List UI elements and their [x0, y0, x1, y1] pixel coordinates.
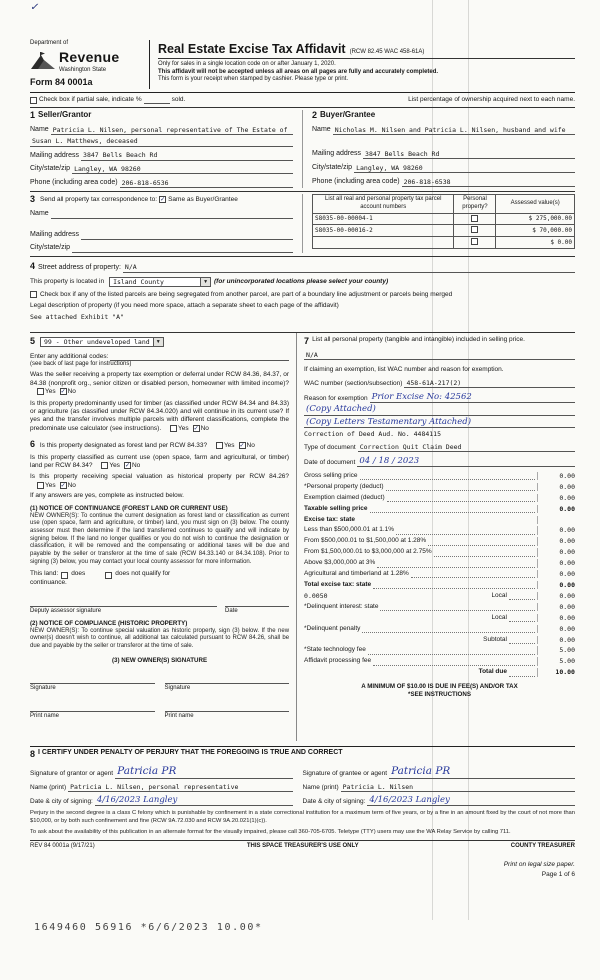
tax-amount[interactable]: 0.00: [537, 526, 575, 534]
tax-row: [304, 559, 575, 567]
personal-property-checkbox[interactable]: [471, 215, 478, 222]
corr-name-input[interactable]: [51, 211, 293, 219]
segregated-label: Check box if any of the listed parcels are being segregated from another parcel, are part of a boundary line adjustment or parcels being merged: [40, 290, 453, 298]
seller-title: Seller/Grantor: [38, 110, 92, 120]
doc-date-input[interactable]: 04 / 18 / 2023: [357, 457, 575, 467]
tax-amount[interactable]: 0.00: [537, 472, 575, 480]
tax-amount[interactable]: 0.00: [537, 625, 575, 633]
parcel-number-input[interactable]: [313, 237, 454, 249]
additional-codes-note: (see back of last page for instructions): [30, 360, 132, 367]
tax-row-label: Local: [491, 591, 507, 599]
signature-label: Signature: [164, 685, 191, 692]
corr-name-label: Name: [30, 210, 49, 218]
deputy-date-block: [225, 598, 289, 616]
paper-size-note: Print on legal size paper.: [503, 861, 575, 869]
assessed-value-input[interactable]: $ 70,000.00: [496, 225, 575, 237]
question-text: Is this property predominantly used for timber (as classified under RCW 84.34 and 84.33) or agriculture (as classified under RCW 84.34.020) and will continue in its current use? If yes and the transfer involves multiple parcels with different classifications, complete the predominate use calculator (see instructions).: [30, 399, 290, 432]
located-in-label: This property is located in: [30, 277, 105, 285]
tax-amount[interactable]: 0.00: [537, 570, 575, 578]
county-select[interactable]: [109, 277, 211, 287]
treasurer-space-label: THIS SPACE TREASURER'S USE ONLY: [246, 843, 359, 850]
tax-row: [304, 657, 575, 665]
page-indicator: Page 1 of 6: [541, 870, 575, 878]
seller-name-input-line2[interactable]: Susan L. Matthews, deceased: [30, 137, 293, 146]
tax-amount[interactable]: 10.00: [537, 668, 575, 676]
tax-row-label: *State technology fee: [304, 646, 366, 654]
exemption-note: If claiming an exemption, list WAC number and reason for exemption.: [304, 366, 504, 374]
historic-question: [30, 473, 289, 490]
section-number: 2: [312, 110, 318, 121]
notice1-body: NEW OWNER(S): To continue the current designation as forest land or classification as current use (open space, farm and agriculture, or timber) land, you must sign on (3) below. The county assessor must then determine if the land transferred continues to qualify and will indicate by signing below. If the land no longer qualifies or you do not wish to continue the designation or classification, it will be removed and the compensating or additional taxes will be due and payable by the seller or transferor at the time of sale (RCW 84.33.140 or 84.34.108). Prior to signing (3) below, you may contact your local county assessor for more information.: [30, 512, 290, 565]
dropdown-icon: ▼: [153, 338, 163, 346]
owner-printname-line[interactable]: [165, 703, 290, 712]
tax-row-label: Less than $500,000.01 at 1.1%: [304, 526, 395, 534]
tax-row: [304, 472, 575, 480]
form-number: Form 84 0001a: [30, 77, 93, 88]
yes-label: Yes: [223, 442, 235, 450]
tax-row: [304, 505, 575, 513]
seller-city-input[interactable]: Langley, WA 98260: [72, 165, 293, 174]
parcel-table-wrap: [303, 194, 575, 253]
correction-reference: Correction of Deed Aud. No. 4484115: [304, 429, 442, 438]
does-label: does: [71, 570, 86, 578]
if-yes-note: If any answers are yes, complete as instructed below.: [30, 492, 184, 500]
buyer-name-label: Name: [312, 126, 331, 134]
question-text: Is this property classified as current use (open space, farm and agricultural, or timber) land per RCW 84.34?: [30, 453, 290, 470]
owner-printname-line[interactable]: [30, 703, 155, 712]
deputy-signature-block: [30, 598, 217, 616]
tax-amount[interactable]: 0.00: [537, 559, 575, 567]
form-title: Real Estate Excise Tax Affidavit: [158, 42, 346, 56]
no-checkbox[interactable]: ✓: [60, 389, 66, 396]
tax-amount[interactable]: 0.00: [537, 614, 575, 622]
wac-label: WAC number (section/subsection): [304, 380, 403, 388]
grantee-date-label: Date & city of signing:: [302, 797, 366, 805]
signature-label: Signature: [30, 685, 56, 692]
section-number: 8: [30, 749, 36, 760]
grantee-signature[interactable]: Patricia PR: [389, 766, 575, 779]
no-label: No: [67, 482, 76, 489]
tax-amount[interactable]: 0.00: [537, 636, 575, 644]
seller-address-input[interactable]: 3847 Bells Beach Rd: [81, 151, 293, 160]
tax-row: [304, 668, 575, 676]
yes-label: Yes: [45, 482, 56, 489]
partial-sale-label: Check box if partial sale, indicate %: [39, 95, 142, 103]
reason-input-line2[interactable]: (Copy Attached): [304, 405, 575, 415]
buyer-section: [303, 110, 575, 188]
yes-checkbox[interactable]: [37, 388, 44, 395]
tax-row-label: *Delinquent interest: state: [304, 602, 379, 610]
tax-row: [304, 636, 575, 644]
personal-property-label: List all personal property (tangible and intangible) included in selling price.: [312, 336, 525, 344]
personal-property-checkbox[interactable]: [471, 226, 478, 233]
pen-mark: ✓: [30, 2, 39, 13]
tax-amount[interactable]: 0.00: [537, 483, 575, 491]
tax-row-label: From $1,500,000.01 to $3,000,000 at 2.75%: [304, 548, 432, 556]
seller-address-label: Mailing address: [30, 151, 80, 159]
buyer-phone-label: Phone (including area code): [312, 177, 400, 185]
ownership-note: List percentage of ownership acquired next to each name.: [408, 95, 575, 103]
wac-input[interactable]: 458-61A-217(2): [404, 379, 575, 388]
owner-printname-block: [30, 703, 155, 721]
same-as-buyer-checkbox[interactable]: ✓: [160, 197, 166, 204]
grantee-signature-label: Signature of grantee or agent: [302, 770, 388, 778]
section-number: 3: [30, 194, 36, 205]
question-text: Is this property designated as forest land per RCW 84.33?: [39, 442, 208, 450]
assessed-value-input[interactable]: $ 0.00: [496, 237, 575, 249]
parties-section: [30, 107, 575, 188]
segregated-checkbox[interactable]: [30, 291, 37, 298]
tax-row-label: Affidavit processing fee: [304, 657, 372, 665]
tax-row: [304, 625, 575, 633]
tax-amount[interactable]: 5.00: [537, 646, 575, 654]
brand-name: Revenue: [59, 48, 120, 65]
owner-signature-line[interactable]: [30, 675, 155, 684]
parcel-col-personal: Personal property?: [454, 195, 496, 213]
seller-name-label: Name: [30, 126, 49, 134]
seller-city-label: City/state/zip: [30, 165, 71, 173]
header-note-3: This form is your receipt when stamped by cashier. Please type or print.: [158, 76, 349, 83]
cashier-receipt-stamp: 1649460 56916 *6/6/2023 10.00*: [34, 922, 263, 933]
unincorporated-note: (for unincorporated locations please select your county): [214, 277, 389, 285]
no-checkbox[interactable]: ✓: [239, 442, 245, 449]
assessed-value-input[interactable]: $ 275,000.00: [496, 213, 575, 225]
no-label: No: [246, 442, 255, 450]
tax-row-label: Subtotal: [483, 635, 507, 643]
does-not-label: does not qualify for: [115, 570, 171, 578]
tax-row: [304, 603, 575, 611]
additional-codes-label: Enter any additional codes:: [30, 352, 109, 360]
tax-row: [304, 494, 575, 502]
minimum-due-note: A MINIMUM OF $10.00 IS DUE IN FEE(S) AND/OR TAX: [361, 682, 518, 690]
reason-label: Reason for exemption: [304, 394, 368, 402]
tax-row-label: Gross selling price: [304, 471, 358, 479]
tax-row: [304, 483, 575, 491]
yes-checkbox[interactable]: [170, 425, 177, 432]
seller-name-input[interactable]: Patricia L. Nilsen, personal representative of The Estate of: [51, 126, 293, 135]
accessibility-note: To ask about the availability of this publication in an alternate format for the visually impaired, please call 360-705-6705. Teletype (TTY) users may use the WA Relay Service by calling 711.: [30, 829, 511, 836]
deputy-signature-label: Deputy assessor signature: [30, 607, 102, 614]
deputy-signature-line[interactable]: [30, 598, 217, 607]
tax-amount[interactable]: 0.00: [537, 505, 575, 513]
this-land-label: This land:: [30, 570, 59, 578]
owner-signature-block: [30, 675, 155, 693]
print-name-label: Print name: [30, 713, 60, 720]
grantee-name-input[interactable]: Patricia L. Nilsen: [341, 783, 575, 792]
grantor-date-input[interactable]: 4/16/2023 Langley: [95, 796, 293, 806]
parcel-row: [313, 225, 575, 237]
footer-row: [30, 840, 575, 851]
section-number: 6: [30, 439, 36, 450]
parcel-col-assessed: Assessed value(s): [496, 195, 575, 213]
brand-subtitle: Washington State: [59, 66, 107, 73]
tax-row-label: Total due: [478, 668, 507, 676]
certification-section: [30, 746, 575, 806]
corr-city-input[interactable]: [72, 245, 293, 253]
question-text: Is this property receiving special valuation as historical property per RCW 84.26?: [30, 473, 290, 481]
partial-percent-field[interactable]: [144, 103, 170, 104]
grantee-date-input[interactable]: 4/16/2023 Langley: [367, 796, 575, 806]
tax-row-label: Taxable selling price: [304, 504, 368, 512]
tax-amount[interactable]: 0.00: [537, 494, 575, 502]
county-value: Island County: [113, 277, 164, 286]
buyer-city-label: City/state/zip: [312, 164, 353, 172]
parcel-number-input[interactable]: S8035-00-00016-2: [313, 225, 454, 237]
reason-input-line3[interactable]: (Copy Letters Testamentary Attached): [304, 418, 575, 428]
tax-row: [304, 581, 575, 589]
county-treasurer-label: COUNTY TREASURER: [510, 843, 575, 850]
tax-row-label: Total excise tax: state: [304, 581, 372, 588]
buyer-address-input[interactable]: 3847 Bells Beach Rd: [363, 150, 575, 159]
owner-signature-line[interactable]: [165, 675, 290, 684]
header-note-1: Only for sales in a single location code on or after January 1, 2020.: [158, 61, 336, 67]
tax-computation-table: [304, 472, 575, 677]
partial-sale-checkbox[interactable]: [30, 97, 37, 104]
seller-section: [30, 110, 303, 188]
tax-row: [304, 548, 575, 556]
tax-row: [304, 614, 575, 622]
partial-sale-row: [30, 92, 575, 104]
form-title-ref: (RCW 82.45 WAC 458-61A): [349, 49, 425, 55]
timber-question: [30, 400, 289, 433]
parcel-col-numbers: List all real and personal property tax parcel account numbers: [313, 195, 454, 213]
tax-row: [304, 526, 575, 534]
parcel-row: [313, 237, 575, 249]
tax-row: [304, 646, 575, 654]
corr-city-label: City/state/zip: [30, 244, 71, 252]
parcel-row: [313, 213, 575, 225]
header-note-2: This affidavit will not be accepted unless all areas on all pages are fully and accurately completed.: [158, 68, 439, 75]
grantor-date-label: Date & city of signing:: [30, 797, 93, 805]
continuance-label: continuance.: [30, 578, 67, 586]
exemption-question: [30, 371, 289, 396]
perjury-clause: Perjury in the second degree is a class C felony which is punishable by confinement in a state correctional institution for a maximum term of five years, or by a fine in an amount fixed by the court of not more than $10,000, or by both such confinement and fine (RCW 9A.72.030 and RCW 9A.20.021(1)(c)).: [30, 810, 575, 824]
tax-amount[interactable]: 5.00: [537, 657, 575, 665]
land-use-column: [30, 333, 297, 741]
does-checkbox[interactable]: [61, 572, 68, 579]
same-as-buyer-label: Same as Buyer/Grantee: [168, 195, 238, 203]
notice3-title: (3) NEW OWNER(S) SIGNATURE: [111, 656, 208, 664]
deputy-date-line[interactable]: [225, 598, 289, 607]
tax-row-label: Above $3,000,000 at 3%: [304, 559, 376, 567]
personal-property-checkbox[interactable]: [471, 238, 478, 245]
no-checkbox[interactable]: ✓: [124, 462, 130, 469]
partial-sold-label: sold.: [171, 95, 186, 103]
yes-checkbox[interactable]: [216, 442, 223, 449]
yes-label: Yes: [177, 424, 189, 432]
tax-row-label: From $500,000.01 to $1,500,000 at 1.28%: [304, 537, 427, 545]
deputy-date-label: Date: [225, 607, 238, 614]
tax-amount[interactable]: 0.00: [537, 537, 575, 545]
no-checkbox[interactable]: ✓: [60, 482, 66, 489]
print-name-label: Print name: [164, 713, 194, 720]
personal-property-input[interactable]: N/A: [304, 351, 575, 360]
location-section: [30, 256, 575, 329]
doc-type-input[interactable]: Correction Quit Claim Deed: [358, 443, 575, 452]
correspondence-section: [30, 194, 303, 253]
tax-row-label: Local: [491, 613, 507, 621]
tax-row: [304, 592, 575, 600]
dept-of-label: Department of: [30, 40, 69, 46]
tax-amount[interactable]: 0.00: [537, 592, 575, 600]
tax-row: [304, 537, 575, 545]
tax-row-label: Excise tax: state: [304, 515, 355, 523]
grantor-signature[interactable]: Patricia PR: [115, 766, 292, 779]
yes-checkbox[interactable]: [101, 462, 108, 469]
tax-row-label: Exemption claimed (deduct): [304, 493, 385, 501]
parcel-table: [312, 194, 575, 249]
tax-row-label: *Delinquent penalty: [304, 624, 361, 632]
street-address-label: Street address of property:: [38, 263, 121, 271]
correspondence-label: Send all property tax correspondence to:: [40, 195, 158, 203]
land-use-select[interactable]: [40, 337, 164, 347]
tax-amount[interactable]: 0.00: [537, 548, 575, 556]
buyer-address-label: Mailing address: [312, 150, 362, 158]
forest-land-question: [30, 439, 289, 451]
grantor-signature-label: Signature of grantor or agent: [30, 770, 114, 778]
notice2-body: NEW OWNER(S): To continue special valuation as historic property, sign (3) below. If the new owner(s) doesn't wish to continue, all additional tax calculated pursuant to RCW 84.26, shall be due and payable by the seller or transferor at the time of sale.: [30, 627, 290, 649]
corr-address-label: Mailing address: [30, 230, 80, 238]
current-use-question: [30, 454, 289, 471]
land-use-value: 99 - Other undeveloped land: [44, 338, 150, 347]
revenue-mountain-logo: [30, 52, 56, 70]
tax-amount[interactable]: 0.00: [537, 603, 575, 611]
buyer-city-input[interactable]: Langley, WA 98260: [354, 164, 575, 173]
section-number: 7: [304, 336, 310, 347]
main-columns: [30, 332, 575, 741]
owner-signature-block: [165, 675, 290, 693]
grantee-name-label: Name (print): [302, 783, 339, 791]
grantor-name-label: Name (print): [30, 783, 67, 791]
seller-phone-label: Phone (including area code): [30, 179, 118, 187]
does-not-checkbox[interactable]: [105, 572, 112, 579]
additional-codes-input[interactable]: [110, 353, 289, 361]
grantor-name-input[interactable]: Patricia L. Nilsen, personal representative: [68, 783, 292, 792]
section-number: 1: [30, 110, 36, 121]
owner-printname-block: [165, 703, 290, 721]
doc-date-label: Date of document: [304, 458, 356, 466]
seller-phone-input[interactable]: 206-818-6536: [120, 179, 293, 188]
legal-description-label: Legal description of property (if you need more space, attach a separate sheet to each page of the affidavit): [30, 302, 339, 310]
buyer-phone-input[interactable]: 206-818-6538: [402, 178, 575, 187]
notice2-title: (2) NOTICE OF COMPLIANCE (HISTORIC PROPERTY): [30, 619, 188, 627]
correspondence-parcels-section: [30, 191, 575, 253]
dropdown-icon: ▼: [200, 278, 210, 286]
parcel-number-input[interactable]: S8035-00-00004-1: [313, 213, 454, 225]
yes-checkbox[interactable]: [37, 482, 44, 489]
reason-input[interactable]: Prior Excise No: 42562: [370, 393, 575, 403]
tax-row: [304, 516, 575, 524]
yes-label: Yes: [45, 388, 56, 396]
certify-title: I CERTIFY UNDER PENALTY OF PERJURY THAT THE FOREGOING IS TRUE AND CORRECT: [38, 749, 343, 757]
form-header: [30, 40, 575, 89]
section-number: 4: [30, 261, 36, 272]
no-label: No: [200, 424, 209, 432]
tax-row-label: Agricultural and timberland at 1.28%: [304, 570, 409, 578]
question-text: Was the seller receiving a property tax exemption or deferral under RCW 84.36, 84.37, or 84.38 (nonprofit org., senior citizen or disabled person, homeowner with limited income)?: [30, 371, 290, 387]
notice1-title: (1) NOTICE OF CONTINUANCE (FOREST LAND OR CURRENT USE): [30, 504, 228, 512]
tax-column: [297, 333, 575, 741]
tax-row: [304, 570, 575, 578]
legal-description-value[interactable]: See attached Exhibit "A": [30, 313, 124, 322]
buyer-title: Buyer/Grantee: [320, 110, 376, 120]
yes-label: Yes: [109, 462, 120, 470]
no-label: No: [67, 388, 76, 396]
tax-row-label: *Personal property (deduct): [304, 482, 384, 490]
corr-address-input[interactable]: [81, 232, 293, 240]
tax-amount[interactable]: 0.00: [537, 581, 575, 589]
buyer-name-input[interactable]: Nicholas M. Nilsen and Patricia L. Nilsen, husband and wife: [333, 126, 575, 135]
section-number: 5: [30, 336, 36, 347]
local-rate: 0.0050: [304, 591, 328, 600]
no-checkbox[interactable]: ✓: [193, 425, 199, 432]
rev-number: REV 84 0001a (9/17/21): [30, 843, 95, 850]
print-instructions: [30, 860, 575, 880]
street-address-input[interactable]: N/A: [123, 263, 575, 272]
see-instructions-note: *SEE INSTRUCTIONS: [408, 690, 471, 698]
doc-type-label: Type of document: [304, 443, 356, 451]
no-label: No: [131, 462, 141, 470]
